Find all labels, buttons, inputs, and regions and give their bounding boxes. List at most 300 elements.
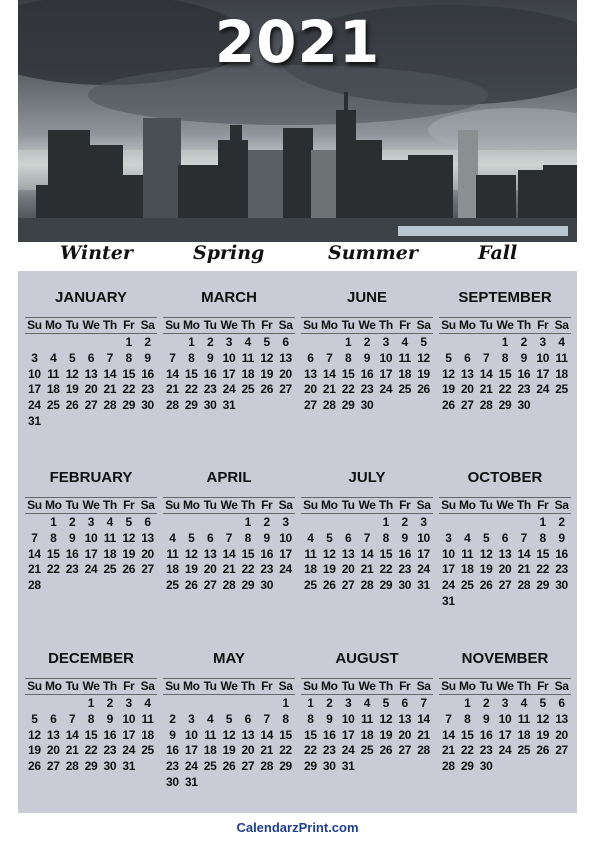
day-cell: 24 [536, 382, 550, 397]
day-cell: 11 [304, 546, 317, 561]
day-cell: 30 [141, 398, 154, 413]
weekday-label: Su [27, 498, 42, 512]
weekday-label: Mo [45, 318, 62, 332]
day-cell: 15 [379, 546, 393, 561]
day-cell: 20 [84, 382, 98, 397]
day-cell: 28 [517, 578, 531, 593]
day-cell: 4 [520, 696, 528, 710]
weekday-label: Fr [261, 498, 273, 512]
day-grid [163, 335, 295, 414]
day-cell: 22 [84, 743, 98, 758]
empty-cell [25, 515, 44, 531]
weekday-label: Tu [65, 318, 79, 332]
day-cell: 4 [169, 530, 176, 545]
weekday-header [25, 678, 157, 695]
day-cell: 23 [479, 743, 493, 758]
weekday-label: Fr [123, 498, 135, 512]
month-september [439, 289, 571, 414]
day-cell: 18 [241, 366, 255, 381]
day-cell: 10 [122, 711, 136, 726]
empty-cell [458, 335, 477, 351]
day-cell: 21 [65, 743, 79, 758]
day-cell: 30 [360, 398, 374, 413]
day-cell: 21 [322, 382, 336, 397]
day-cell: 22 [304, 743, 317, 758]
weekday-label: Su [441, 498, 456, 512]
day-cell: 27 [241, 759, 255, 774]
empty-cell [163, 696, 182, 712]
day-cell: 23 [65, 562, 79, 577]
weekday-label: We [496, 498, 514, 512]
day-cell: 3 [225, 335, 233, 349]
day-cell: 26 [222, 759, 236, 774]
day-cell: 6 [282, 335, 289, 349]
day-cell: 26 [442, 398, 455, 413]
day-cell: 20 [46, 743, 60, 758]
day-cell: 29 [536, 578, 550, 593]
weekday-label: Th [516, 679, 531, 693]
weekday-label: Th [240, 679, 255, 693]
day-cell: 28 [166, 398, 179, 413]
day-cell: 21 [417, 727, 430, 742]
day-cell: 1 [50, 515, 57, 529]
day-cell: 17 [122, 727, 136, 742]
day-cell: 5 [420, 335, 427, 349]
weekday-label: Th [516, 498, 531, 512]
day-cell: 5 [482, 530, 490, 545]
day-cell: 24 [498, 743, 512, 758]
day-cell: 4 [363, 696, 371, 710]
day-cell: 19 [536, 727, 550, 742]
day-cell: 12 [479, 546, 493, 561]
month-june [301, 289, 433, 414]
day-cell: 1 [307, 696, 314, 710]
empty-cell [301, 335, 320, 351]
weekday-label: We [82, 318, 100, 332]
weekday-label: Mo [321, 318, 338, 332]
weekday-label: Su [165, 498, 180, 512]
empty-cell [320, 515, 339, 531]
empty-cell [339, 515, 358, 531]
weekday-label: Th [240, 498, 255, 512]
day-cell: 30 [322, 759, 336, 774]
day-cell: 24 [222, 382, 236, 397]
day-cell: 1 [188, 335, 195, 349]
weekday-label: Th [240, 318, 255, 332]
month-may [163, 650, 295, 791]
day-cell: 12 [260, 350, 274, 365]
day-grid [163, 515, 295, 594]
day-cell: 9 [558, 530, 565, 545]
day-cell: 16 [322, 727, 336, 742]
weekday-label: Fr [261, 318, 273, 332]
empty-cell [63, 696, 82, 712]
day-cell: 29 [460, 759, 474, 774]
day-cell: 19 [442, 382, 455, 397]
day-cell: 3 [125, 696, 132, 710]
day-cell: 14 [222, 546, 236, 561]
day-cell: 6 [464, 350, 471, 365]
day-cell: 15 [536, 546, 550, 561]
weekday-label: Sa [554, 498, 569, 512]
day-cell: 7 [520, 530, 528, 545]
month-october [439, 469, 571, 610]
day-cell: 18 [517, 727, 531, 742]
day-cell: 14 [360, 546, 374, 561]
day-cell: 4 [307, 530, 314, 545]
day-cell: 12 [184, 546, 198, 561]
weekday-header [301, 678, 433, 695]
month-name: APRIL [206, 469, 252, 486]
month-name: JANUARY [55, 289, 127, 306]
weekday-label: Mo [459, 318, 476, 332]
weekday-label: Th [378, 498, 393, 512]
empty-cell [458, 515, 477, 531]
month-name: DECEMBER [48, 650, 134, 667]
day-cell: 6 [50, 711, 57, 726]
day-cell: 15 [341, 366, 355, 381]
day-cell: 4 [206, 711, 214, 726]
day-cell: 13 [84, 366, 98, 381]
day-cell: 4 [106, 515, 114, 529]
day-cell: 22 [498, 382, 512, 397]
weekday-label: Sa [416, 679, 431, 693]
day-cell: 7 [482, 350, 490, 365]
day-cell: 14 [65, 727, 79, 742]
day-cell: 25 [360, 743, 374, 758]
day-cell: 2 [363, 335, 371, 349]
day-cell: 25 [460, 578, 474, 593]
day-cell: 8 [282, 711, 289, 726]
day-cell: 8 [501, 350, 509, 365]
day-cell: 20 [398, 727, 412, 742]
weekday-label: We [82, 679, 100, 693]
day-cell: 13 [398, 711, 412, 726]
day-cell: 19 [260, 366, 274, 381]
day-cell: 18 [141, 727, 154, 742]
day-cell: 1 [244, 515, 252, 529]
empty-cell [439, 515, 458, 531]
day-cell: 6 [244, 711, 252, 726]
day-cell: 20 [241, 743, 255, 758]
day-cell: 20 [498, 562, 512, 577]
weekday-label: Su [441, 679, 456, 693]
weekday-label: Su [27, 679, 42, 693]
month-name: FEBRUARY [49, 469, 133, 486]
day-cell: 8 [188, 350, 195, 365]
day-cell: 1 [344, 335, 352, 349]
empty-cell [63, 335, 82, 351]
day-cell: 7 [106, 350, 114, 365]
day-cell: 18 [103, 546, 117, 561]
day-cell: 23 [398, 562, 412, 577]
day-cell: 8 [464, 711, 471, 726]
weekday-label: Fr [537, 679, 549, 693]
day-cell: 31 [122, 759, 136, 774]
weekday-label: Sa [140, 498, 155, 512]
day-cell: 16 [555, 546, 568, 561]
day-cell: 20 [341, 562, 355, 577]
day-cell: 1 [125, 335, 132, 349]
day-cell: 8 [344, 350, 352, 365]
day-cell: 7 [420, 696, 427, 710]
empty-cell [358, 515, 377, 531]
weekday-label: Su [27, 318, 42, 332]
footer-site-name: CalendarzPrint.com [236, 820, 359, 835]
month-july [301, 469, 433, 594]
day-cell: 21 [517, 562, 531, 577]
day-cell: 2 [326, 696, 333, 710]
day-cell: 12 [417, 350, 430, 365]
day-cell: 23 [555, 562, 568, 577]
day-grid [301, 515, 433, 594]
day-cell: 22 [184, 382, 198, 397]
day-cell: 14 [479, 366, 493, 381]
day-cell: 17 [222, 366, 236, 381]
day-cell: 26 [536, 743, 550, 758]
day-grid [439, 335, 571, 414]
day-cell: 28 [65, 759, 79, 774]
day-cell: 24 [28, 398, 41, 413]
day-cell: 3 [420, 515, 427, 529]
day-cell: 13 [460, 366, 474, 381]
day-cell: 14 [517, 546, 531, 561]
day-cell: 23 [166, 759, 179, 774]
day-cell: 8 [307, 711, 314, 726]
day-cell: 24 [417, 562, 430, 577]
day-cell: 5 [539, 696, 546, 710]
day-cell: 28 [442, 759, 455, 774]
day-cell: 14 [260, 727, 274, 742]
weekday-label: Sa [278, 318, 293, 332]
day-grid [25, 335, 157, 430]
weekday-label: Su [303, 498, 318, 512]
day-cell: 7 [225, 530, 233, 545]
day-cell: 16 [103, 727, 117, 742]
day-cell: 27 [555, 743, 568, 758]
empty-cell [220, 515, 239, 531]
weekday-label: Fr [399, 498, 411, 512]
day-cell: 24 [379, 382, 393, 397]
day-cell: 21 [360, 562, 374, 577]
weekday-label: We [220, 498, 238, 512]
weekday-label: Fr [123, 679, 135, 693]
day-cell: 2 [401, 515, 408, 529]
weekday-label: We [358, 498, 376, 512]
weekday-label: Su [303, 318, 318, 332]
day-cell: 27 [398, 743, 412, 758]
day-cell: 7 [263, 711, 270, 726]
day-cell: 1 [87, 696, 95, 710]
day-cell: 30 [398, 578, 412, 593]
weekday-label: Th [102, 679, 117, 693]
weekday-label: Tu [479, 679, 493, 693]
month-november [439, 650, 571, 775]
day-cell: 10 [222, 350, 236, 365]
weekday-label: We [220, 679, 238, 693]
day-cell: 18 [398, 366, 412, 381]
day-cell: 2 [106, 696, 114, 710]
day-cell: 20 [141, 546, 154, 561]
day-cell: 26 [260, 382, 274, 397]
weekday-label: Tu [203, 318, 217, 332]
empty-cell [182, 696, 201, 712]
day-cell: 23 [322, 743, 336, 758]
season-winter: Winter [60, 242, 133, 264]
day-cell: 13 [304, 366, 317, 381]
day-cell: 10 [536, 350, 550, 365]
weekday-label: We [220, 318, 238, 332]
day-cell: 1 [539, 515, 546, 529]
weekday-header [439, 678, 571, 695]
day-cell: 13 [555, 711, 568, 726]
day-cell: 8 [87, 711, 95, 726]
day-grid [25, 515, 157, 594]
weekday-label: Th [516, 318, 531, 332]
day-cell: 26 [417, 382, 430, 397]
day-cell: 29 [498, 398, 512, 413]
day-cell: 5 [188, 530, 195, 545]
day-cell: 16 [166, 743, 179, 758]
day-cell: 25 [555, 382, 568, 397]
weekday-label: We [82, 498, 100, 512]
day-cell: 26 [122, 562, 136, 577]
day-cell: 20 [279, 366, 292, 381]
weekday-label: Tu [203, 498, 217, 512]
day-cell: 17 [442, 562, 455, 577]
weekday-label: Tu [341, 318, 355, 332]
weekday-header [25, 317, 157, 334]
day-cell: 29 [304, 759, 317, 774]
day-cell: 30 [479, 759, 493, 774]
day-cell: 12 [379, 711, 393, 726]
day-cell: 1 [501, 335, 509, 349]
day-cell: 15 [122, 366, 136, 381]
weekday-label: Sa [140, 679, 155, 693]
day-cell: 27 [460, 398, 474, 413]
day-cell: 15 [84, 727, 98, 742]
weekday-header [163, 317, 295, 334]
day-cell: 2 [558, 515, 565, 529]
day-grid [439, 515, 571, 610]
day-cell: 16 [479, 727, 493, 742]
weekday-label: Mo [459, 679, 476, 693]
empty-cell [82, 335, 101, 351]
day-cell: 11 [555, 350, 568, 365]
day-cell: 18 [555, 366, 568, 381]
day-cell: 18 [166, 562, 179, 577]
day-cell: 24 [279, 562, 292, 577]
day-cell: 13 [141, 530, 154, 545]
day-cell: 25 [141, 743, 154, 758]
weekday-label: Su [303, 679, 318, 693]
day-cell: 31 [222, 398, 236, 413]
day-cell: 27 [341, 578, 355, 593]
day-cell: 7 [68, 711, 76, 726]
month-name: OCTOBER [467, 469, 543, 486]
day-cell: 30 [166, 774, 179, 789]
day-cell: 20 [460, 382, 474, 397]
day-cell: 11 [241, 350, 254, 365]
day-cell: 8 [382, 530, 390, 545]
day-cell: 9 [169, 727, 176, 742]
weekday-label: Fr [399, 679, 411, 693]
day-cell: 12 [222, 727, 236, 742]
day-cell: 13 [203, 546, 217, 561]
weekday-label: Tu [65, 498, 79, 512]
day-cell: 2 [68, 515, 76, 529]
day-grid [163, 696, 295, 791]
day-cell: 9 [144, 350, 151, 365]
day-cell: 27 [203, 578, 217, 593]
empty-cell [301, 515, 320, 531]
day-cell: 16 [65, 546, 79, 561]
day-cell: 22 [536, 562, 550, 577]
day-cell: 6 [401, 696, 408, 710]
day-cell: 18 [460, 562, 474, 577]
day-cell: 22 [460, 743, 474, 758]
day-cell: 21 [222, 562, 236, 577]
day-cell: 19 [65, 382, 79, 397]
day-cell: 14 [442, 727, 455, 742]
day-cell: 22 [341, 382, 355, 397]
day-cell: 21 [479, 382, 493, 397]
day-cell: 29 [341, 398, 355, 413]
day-cell: 4 [401, 335, 408, 349]
day-cell: 22 [379, 562, 393, 577]
day-cell: 15 [184, 366, 198, 381]
weekday-label: Fr [123, 318, 135, 332]
weekday-header [439, 497, 571, 514]
empty-cell [439, 335, 458, 351]
day-grid [301, 696, 433, 775]
day-cell: 10 [341, 711, 355, 726]
day-cell: 24 [341, 743, 355, 758]
day-cell: 2 [520, 335, 528, 349]
weekday-label: Mo [321, 679, 338, 693]
day-cell: 13 [341, 546, 355, 561]
day-cell: 18 [46, 382, 60, 397]
day-cell: 29 [279, 759, 292, 774]
weekday-label: Mo [183, 318, 200, 332]
day-cell: 6 [206, 530, 214, 545]
day-cell: 24 [122, 743, 136, 758]
empty-cell [477, 335, 496, 351]
day-cell: 20 [203, 562, 217, 577]
day-cell: 23 [360, 382, 374, 397]
day-cell: 14 [166, 366, 179, 381]
day-cell: 30 [517, 398, 531, 413]
day-cell: 3 [445, 530, 452, 545]
day-cell: 7 [31, 530, 38, 545]
day-cell: 30 [260, 578, 274, 593]
day-cell: 13 [241, 727, 255, 742]
day-cell: 29 [379, 578, 393, 593]
weekday-header [163, 497, 295, 514]
day-cell: 17 [279, 546, 292, 561]
day-cell: 15 [46, 546, 60, 561]
month-august [301, 650, 433, 775]
day-cell: 29 [84, 759, 98, 774]
day-cell: 6 [501, 530, 509, 545]
day-cell: 8 [50, 530, 57, 545]
day-cell: 12 [122, 530, 136, 545]
day-cell: 3 [382, 335, 390, 349]
weekday-label: Su [165, 679, 180, 693]
empty-cell [220, 696, 239, 712]
weekday-label: Fr [537, 318, 549, 332]
weekday-label: Mo [45, 679, 62, 693]
